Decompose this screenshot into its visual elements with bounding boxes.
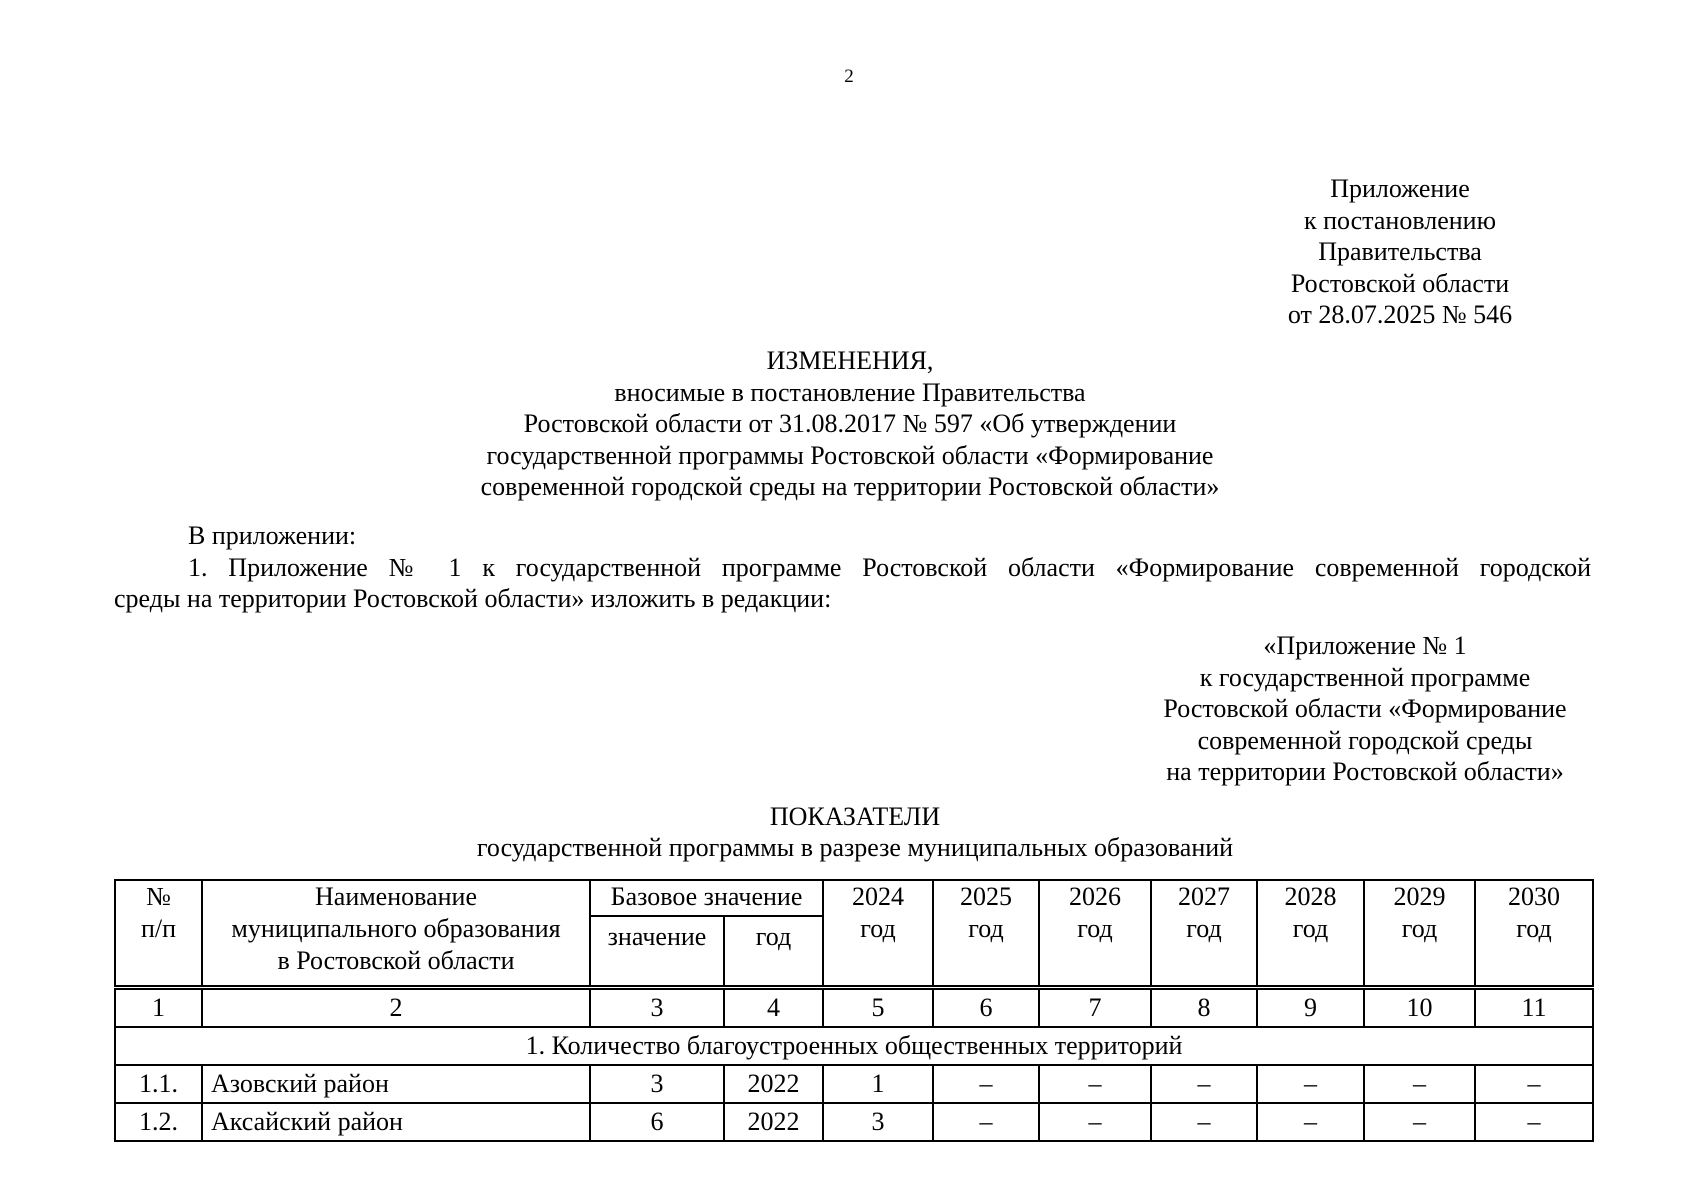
row-cell: – xyxy=(1475,1103,1593,1141)
column-number: 2 xyxy=(202,988,590,1028)
title-heading: ИЗМЕНЕНИЯ, xyxy=(766,346,934,375)
row-cell: – xyxy=(1364,1103,1475,1141)
header-num: № п/п xyxy=(115,880,202,988)
header-name: Наименование муниципального образования в Ростовской области xyxy=(202,880,590,988)
table-row xyxy=(115,1103,1593,1141)
header-year: 2026 год xyxy=(1039,880,1151,988)
header-year: 2028 год xyxy=(1257,880,1364,988)
column-number: 11 xyxy=(1475,988,1593,1028)
section-title: 1. Количество благоустроенных общественных территорий xyxy=(115,1027,1593,1065)
header-year: 2030 год xyxy=(1475,880,1593,988)
row-cell: – xyxy=(1364,1065,1475,1103)
appendix-1-reference xyxy=(1135,630,1595,788)
column-number: 1 xyxy=(115,988,202,1028)
row-cell: – xyxy=(1257,1103,1364,1141)
row-base-year: 2022 xyxy=(724,1103,823,1141)
row-num: 1.2. xyxy=(115,1103,202,1141)
header-year: 2025 год xyxy=(933,880,1039,988)
row-cell: – xyxy=(1475,1065,1593,1103)
row-base-value: 6 xyxy=(590,1103,724,1141)
indicators-heading: ПОКАЗАТЕЛИ xyxy=(769,802,941,831)
title-line: Ростовской области от 31.08.2017 № 597 «Об утверждении xyxy=(523,409,1177,438)
title-line: государственной программы Ростовской области «Формирование xyxy=(486,440,1214,470)
intro-line: В приложении: xyxy=(188,521,357,550)
row-cell: – xyxy=(933,1103,1039,1141)
appendix-line: Ростовской области xyxy=(1290,268,1510,298)
appendix2-line: «Приложение № 1 xyxy=(1263,631,1467,660)
row-name: Аксайский район xyxy=(202,1103,590,1141)
header-year: 2029 год xyxy=(1364,880,1475,988)
header-year: 2027 год xyxy=(1151,880,1257,988)
indicators-title xyxy=(420,801,1290,863)
title-line: современной городской среды на территории Ростовской области» xyxy=(480,472,1220,501)
appendix-line: к постановлению xyxy=(1303,205,1497,235)
appendix2-line: на территории Ростовской области» xyxy=(1166,757,1564,786)
row-cell: – xyxy=(933,1065,1039,1103)
intro-line: 1. Приложение № 1 к государственной программе Ростовской области «Формирование современной городской xyxy=(188,552,1591,582)
appendix2-line: современной городской среды xyxy=(1197,725,1533,755)
header-base: Базовое значение xyxy=(590,880,823,916)
appendix-line: от 28.07.2025 № 546 xyxy=(1287,300,1513,329)
indicators-table xyxy=(114,879,1594,1142)
column-number: 8 xyxy=(1151,988,1257,1028)
column-number: 10 xyxy=(1364,988,1475,1028)
row-cell: 3 xyxy=(823,1103,933,1141)
column-number: 9 xyxy=(1257,988,1364,1028)
table-row xyxy=(115,1065,1593,1103)
appendix2-line: к государственной программе xyxy=(1199,662,1531,692)
column-number: 7 xyxy=(1039,988,1151,1028)
row-cell: – xyxy=(1039,1103,1151,1141)
column-number: 6 xyxy=(933,988,1039,1028)
column-number: 3 xyxy=(590,988,724,1028)
header-base-value: значение xyxy=(590,916,724,988)
row-num: 1.1. xyxy=(115,1065,202,1103)
column-number: 4 xyxy=(724,988,823,1028)
row-cell: – xyxy=(1257,1065,1364,1103)
appendix-line: Правительства xyxy=(1318,237,1482,266)
appendix-line: Приложение xyxy=(1330,174,1470,203)
header-base-year: год xyxy=(724,916,823,988)
row-cell: – xyxy=(1151,1103,1257,1141)
table-header-row xyxy=(115,880,1593,916)
document-title xyxy=(430,345,1270,503)
page-number: 2 xyxy=(844,66,854,87)
row-base-value: 3 xyxy=(590,1065,724,1103)
section-row xyxy=(115,1027,1593,1065)
header-year: 2024 год xyxy=(823,880,933,988)
intro-paragraph xyxy=(114,520,1591,615)
appendix2-line: Ростовской области «Формирование xyxy=(1163,694,1567,723)
column-number-row xyxy=(115,988,1593,1028)
appendix-reference xyxy=(1248,173,1552,331)
row-base-year: 2022 xyxy=(724,1065,823,1103)
row-cell: – xyxy=(1039,1065,1151,1103)
row-cell: 1 xyxy=(823,1065,933,1103)
row-name: Азовский район xyxy=(202,1065,590,1103)
indicators-subheading: государственной программы в разрезе муниципальных образований xyxy=(476,833,1234,862)
row-cell: – xyxy=(1151,1065,1257,1103)
title-line: вносимые в постановление Правительства xyxy=(614,377,1086,407)
intro-line: среды на территории Ростовской области» изложить в редакции: xyxy=(114,584,832,613)
column-number: 5 xyxy=(823,988,933,1028)
